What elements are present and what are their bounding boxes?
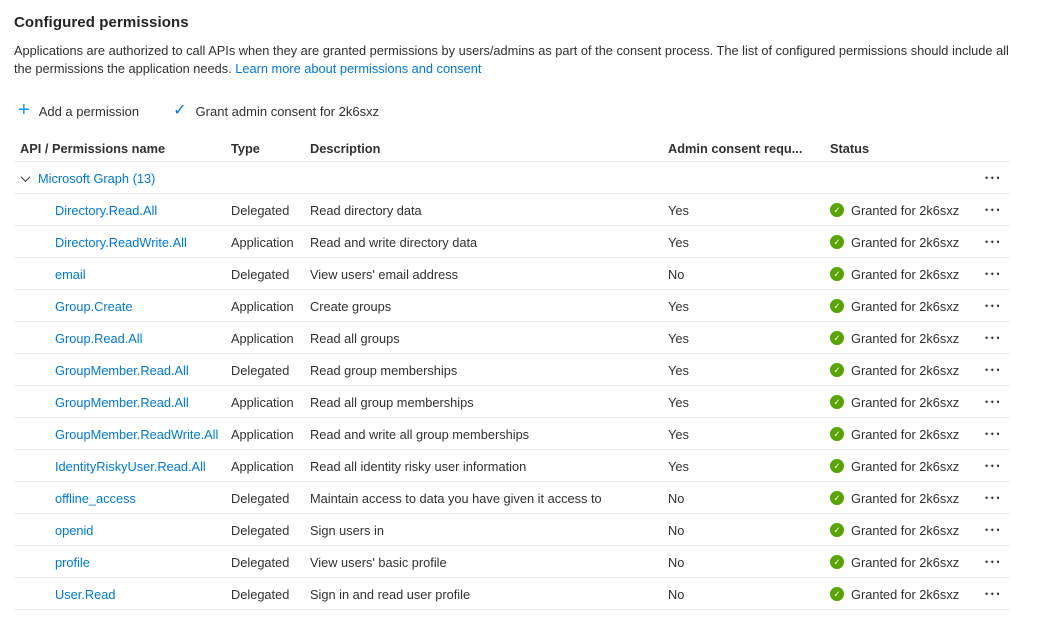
more-options-button[interactable]: •••: [985, 226, 1010, 258]
permission-name-link[interactable]: GroupMember.Read.All: [55, 362, 189, 378]
table-row: [14, 290, 1010, 322]
table-row: [14, 386, 1010, 418]
permission-name-link[interactable]: GroupMember.Read.All: [55, 394, 189, 410]
status-text: Granted for 2k6sxz: [851, 522, 960, 538]
granted-check-icon: ✓: [830, 459, 844, 473]
permission-name-link[interactable]: Group.Create: [55, 298, 133, 314]
status-text: Granted for 2k6sxz: [851, 234, 960, 250]
grant-admin-consent-label: Grant admin consent for 2k6sxz: [195, 103, 380, 119]
admin-consent-required-cell: No: [668, 490, 685, 506]
description-text: [14, 42, 1010, 78]
permission-name-link[interactable]: profile: [55, 554, 90, 570]
status-badge: [830, 427, 970, 442]
status-text: Granted for 2k6sxz: [851, 426, 960, 442]
granted-check-icon: ✓: [830, 427, 844, 441]
description-body: Applications are authorized to call APIs when they are granted permissions by users/admins as part of the consent process. The list of configured permissions should include all the permissions the application needs.: [14, 43, 1009, 76]
admin-consent-required-cell: Yes: [668, 234, 689, 250]
table-row: [14, 578, 1010, 610]
api-group-link[interactable]: Microsoft Graph (13): [38, 170, 156, 186]
granted-check-icon: ✓: [830, 331, 844, 345]
more-options-button[interactable]: •••: [985, 514, 1010, 546]
more-options-button[interactable]: •••: [985, 258, 1010, 290]
permission-type-cell: Delegated: [231, 554, 290, 570]
granted-check-icon: ✓: [830, 555, 844, 569]
permission-type-cell: Delegated: [231, 362, 290, 378]
permission-name-link[interactable]: Directory.ReadWrite.All: [55, 234, 187, 250]
api-group-row-microsoft-graph: [14, 162, 1010, 194]
permission-type-cell: Application: [231, 394, 294, 410]
status-text: Granted for 2k6sxz: [851, 362, 960, 378]
status-text: Granted for 2k6sxz: [851, 554, 960, 570]
status-badge: [830, 459, 970, 474]
permission-name-link[interactable]: Directory.Read.All: [55, 202, 158, 218]
header-description: Description: [310, 140, 381, 156]
status-text: Granted for 2k6sxz: [851, 330, 960, 346]
permission-type-cell: Application: [231, 458, 294, 474]
admin-consent-required-cell: Yes: [668, 362, 689, 378]
add-permission-label: Add a permission: [38, 103, 140, 119]
status-badge: [830, 587, 970, 602]
more-options-button[interactable]: •••: [985, 450, 1010, 482]
more-options-button[interactable]: •••: [985, 162, 1010, 194]
page-title: Configured permissions: [14, 14, 189, 31]
status-text: Granted for 2k6sxz: [851, 298, 960, 314]
permission-rows: [14, 194, 1010, 610]
permission-name-cell: [14, 395, 231, 410]
status-text: Granted for 2k6sxz: [851, 586, 960, 602]
permission-description-cell: Maintain access to data you have given it access to: [310, 490, 602, 506]
more-options-button[interactable]: •••: [985, 386, 1010, 418]
permission-name-link[interactable]: User.Read: [55, 586, 116, 602]
permission-type-cell: Application: [231, 426, 294, 442]
more-options-button[interactable]: •••: [985, 546, 1010, 578]
status-badge: [830, 395, 970, 410]
permission-name-cell: [14, 523, 231, 538]
permission-description-cell: Create groups: [310, 298, 392, 314]
more-options-button[interactable]: •••: [985, 578, 1010, 610]
permission-description-cell: Sign in and read user profile: [310, 586, 471, 602]
permission-description-cell: Read and write all group memberships: [310, 426, 530, 442]
permission-type-cell: Application: [231, 298, 294, 314]
permission-name-cell: [14, 235, 231, 250]
permission-name-cell: [14, 299, 231, 314]
admin-consent-required-cell: Yes: [668, 426, 689, 442]
more-options-button[interactable]: •••: [985, 194, 1010, 226]
permissions-table: [14, 135, 1010, 610]
permission-type-cell: Application: [231, 234, 294, 250]
status-badge: [830, 523, 970, 538]
permission-name-cell: [14, 427, 231, 442]
status-badge: [830, 299, 970, 314]
permission-name-link[interactable]: Group.Read.All: [55, 330, 143, 346]
permission-name-cell: [14, 587, 231, 602]
table-row: [14, 418, 1010, 450]
permission-type-cell: Delegated: [231, 266, 290, 282]
status-badge: [830, 363, 970, 378]
api-group-name-cell: [14, 171, 970, 186]
table-row: [14, 482, 1010, 514]
more-options-button[interactable]: •••: [985, 482, 1010, 514]
admin-consent-required-cell: Yes: [668, 202, 689, 218]
status-badge: [830, 555, 970, 570]
add-permission-button[interactable]: [14, 99, 143, 121]
permission-description-cell: View users' email address: [310, 266, 459, 282]
granted-check-icon: ✓: [830, 203, 844, 217]
status-text: Granted for 2k6sxz: [851, 394, 960, 410]
more-options-button[interactable]: •••: [985, 354, 1010, 386]
permission-name-cell: [14, 363, 231, 378]
permission-name-link[interactable]: email: [55, 266, 86, 282]
permission-name-cell: [14, 331, 231, 346]
status-badge: [830, 491, 970, 506]
table-row: [14, 194, 1010, 226]
granted-check-icon: ✓: [830, 523, 844, 537]
permission-description-cell: Read group memberships: [310, 362, 458, 378]
permission-type-cell: Delegated: [231, 586, 290, 602]
table-row: [14, 322, 1010, 354]
table-row: [14, 226, 1010, 258]
permission-name-link[interactable]: offline_access: [55, 490, 136, 506]
admin-consent-required-cell: No: [668, 554, 685, 570]
header-api-permissions-name: API / Permissions name: [20, 140, 166, 156]
table-row: [14, 514, 1010, 546]
permission-name-link[interactable]: openid: [55, 522, 94, 538]
permission-name-cell: [14, 491, 231, 506]
permission-description-cell: View users' basic profile: [310, 554, 447, 570]
granted-check-icon: ✓: [830, 299, 844, 313]
header-status: Status: [830, 140, 870, 156]
header-type: Type: [231, 140, 260, 156]
table-row: [14, 258, 1010, 290]
permission-name-link[interactable]: IdentityRiskyUser.Read.All: [55, 458, 206, 474]
permission-name-cell: [14, 267, 231, 282]
permission-type-cell: Delegated: [231, 202, 290, 218]
admin-consent-required-cell: Yes: [668, 330, 689, 346]
permission-name-cell: [14, 203, 231, 218]
permission-type-cell: Delegated: [231, 522, 290, 538]
check-icon: ✓: [173, 102, 187, 119]
permission-description-cell: Read all groups: [310, 330, 400, 346]
status-badge: [830, 203, 970, 218]
permission-type-cell: Delegated: [231, 490, 290, 506]
permission-name-cell: [14, 459, 231, 474]
granted-check-icon: ✓: [830, 267, 844, 281]
learn-more-link[interactable]: Learn more about permissions and consent: [235, 61, 482, 76]
granted-check-icon: ✓: [830, 491, 844, 505]
table-row: [14, 546, 1010, 578]
status-text: Granted for 2k6sxz: [851, 458, 960, 474]
admin-consent-required-cell: No: [668, 586, 685, 602]
more-options-button[interactable]: •••: [985, 418, 1010, 450]
more-options-button[interactable]: •••: [985, 322, 1010, 354]
status-text: Granted for 2k6sxz: [851, 266, 960, 282]
status-badge: [830, 235, 970, 250]
admin-consent-required-cell: No: [668, 266, 685, 282]
admin-consent-required-cell: No: [668, 522, 685, 538]
status-text: Granted for 2k6sxz: [851, 202, 960, 218]
permission-description-cell: Read and write directory data: [310, 234, 478, 250]
permission-description-cell: Read all group memberships: [310, 394, 474, 410]
table-header-row: [14, 135, 1010, 162]
plus-icon: +: [18, 99, 30, 121]
granted-check-icon: ✓: [830, 395, 844, 409]
admin-consent-required-cell: Yes: [668, 394, 689, 410]
permission-description-cell: Read directory data: [310, 202, 422, 218]
granted-check-icon: ✓: [830, 587, 844, 601]
permission-name-link[interactable]: GroupMember.ReadWrite.All: [55, 426, 219, 442]
permission-name-cell: [14, 555, 231, 570]
table-row: [14, 450, 1010, 482]
table-row: [14, 354, 1010, 386]
permission-description-cell: Sign users in: [310, 522, 384, 538]
permission-type-cell: Application: [231, 330, 294, 346]
admin-consent-required-cell: Yes: [668, 298, 689, 314]
chevron-down-icon[interactable]: [21, 172, 31, 182]
more-options-button[interactable]: •••: [985, 290, 1010, 322]
grant-admin-consent-button[interactable]: [169, 102, 383, 121]
status-badge: [830, 331, 970, 346]
status-badge: [830, 267, 970, 282]
command-bar: [14, 99, 1057, 123]
status-text: Granted for 2k6sxz: [851, 490, 960, 506]
header-admin-consent-required: Admin consent requ...: [668, 140, 803, 156]
granted-check-icon: ✓: [830, 235, 844, 249]
granted-check-icon: ✓: [830, 363, 844, 377]
admin-consent-required-cell: Yes: [668, 458, 689, 474]
permission-description-cell: Read all identity risky user information: [310, 458, 527, 474]
